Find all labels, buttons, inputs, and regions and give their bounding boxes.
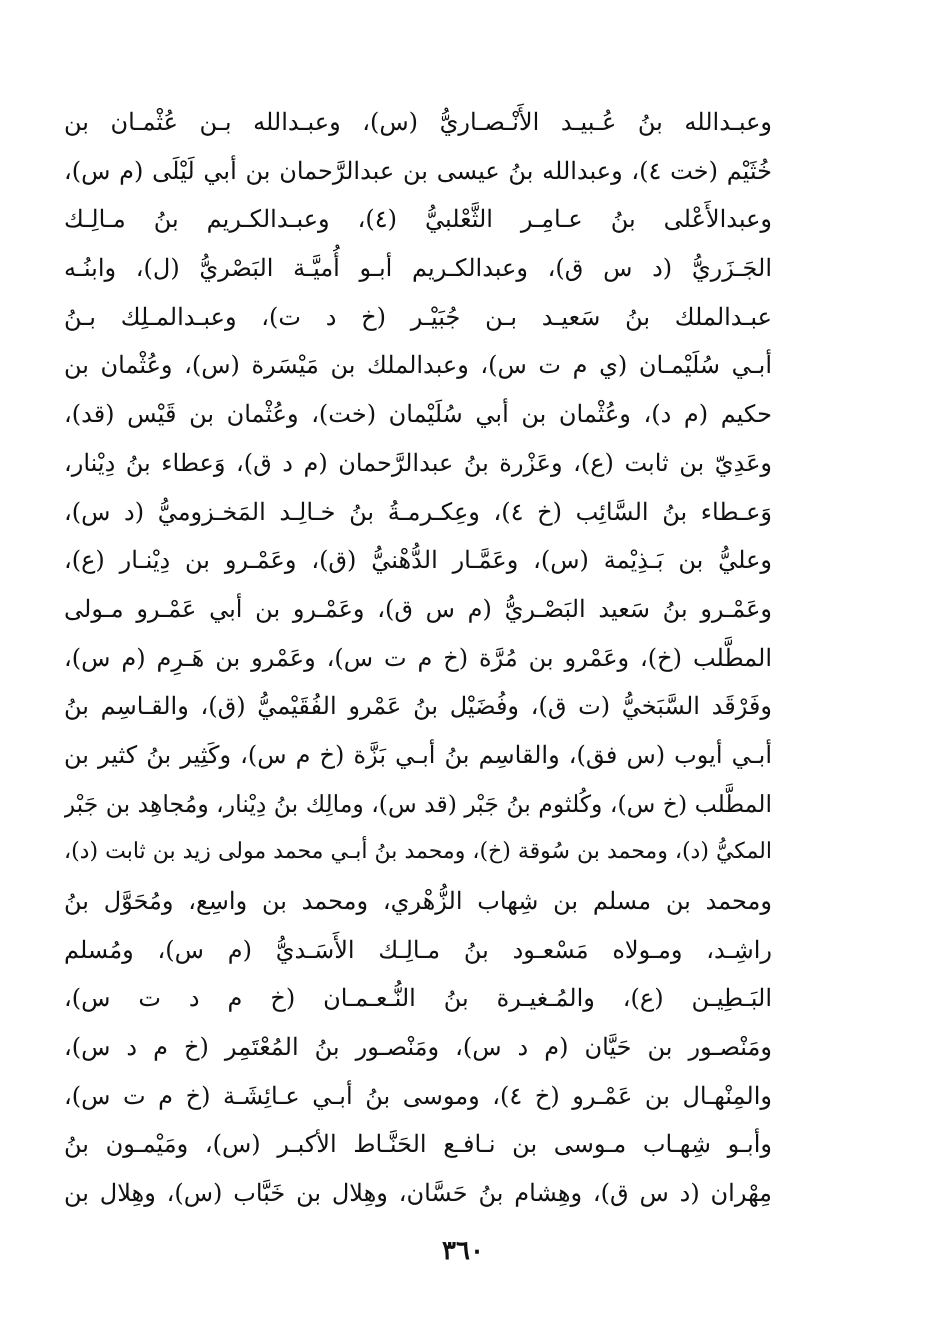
- text-line-14: أبـي أيوب (س فق)، والقاسِم بنُ أبـي بَزَّة (خ م س)، وكَثِير بنُ كثير بن: [64, 740, 772, 769]
- text-line-18: راشِـد، ومـولاه مَسْعـود بنُ مـالِـك الأَسَـديُّ (م س)، ومُسلم: [64, 935, 772, 964]
- text-line-3: وعبدالأَعْلى بنُ عـامِـر الثَّعْلبيُّ (٤)، وعبـدالكـريم بنُ مـالِـك: [64, 205, 772, 234]
- text-line-22: وأبـو شِهـاب مـوسى بن نـافـع الحَنَّـاط الأكبـر (س)، ومَيْمـون بنُ: [64, 1130, 772, 1159]
- text-line-16: المكيُّ (د)، ومحمد بن سُوقة (خ)، ومحمد بنُ أبـي محمد مولى زيد بن ثابت (د)،: [64, 839, 772, 865]
- text-line-23: مِهْران (د س ق)، وهِشام بنُ حَسَّان، وهِلال بن خَبَّاب (س)، وهِلال بن: [64, 1179, 772, 1208]
- body-text: [64, 98, 772, 1218]
- text-line-19: البَـطِيـن (ع)، والمُـغيـرة بنُ النُّـعـمـان (خ م د ت س)،: [64, 984, 772, 1013]
- text-line-1: وعبـدالله بنُ عُـبيـد الأَنْـصـاريُّ (س)، وعبـدالله بـن عُثْمـان بن: [64, 108, 772, 136]
- text-line-5: عبـدالملك بنُ سَعيـد بـن جُبَيْـر (خ د ت)، وعبـدالمـلِك بـنُ: [64, 302, 772, 331]
- text-line-15: المطَّلب (خ س)، وكُلثوم بنُ جَبْر (قد س)، ومالِك بنُ دِيْنار، ومُجاهِد بن جَبْر: [64, 789, 772, 818]
- text-line-21: والمِنْهـال بن عَمْـرو (خ ٤)، وموسى بنُ أبـي عـائِشَـة (خ م ت س)،: [64, 1081, 772, 1110]
- page-number: ٣٦٠: [442, 1236, 484, 1266]
- text-line-8: وعَدِيّ بن ثابت (ع)، وعَزْرة بنُ عبدالرَّحمان (م د ق)، وَعطاء بنُ دِيْنار،: [64, 448, 772, 477]
- text-line-4: الجَـزَريُّ (د س ق)، وعبدالكـريم أبـو أُميَّـة البَصْريُّ (ل)، وابنُـه: [64, 254, 772, 283]
- text-line-7: حكيم (م د)، وعُثْمان بن أبي سُلَيْمان (خت)، وعُثْمان بن قَيْس (قد)،: [64, 400, 772, 429]
- text-line-20: ومَنْصـور بن حَيَّان (م د س)، ومَنْصـور بنُ المُعْتَمِر (خ م د س)،: [64, 1033, 772, 1062]
- text-line-2: خُثَيْم (خت ٤)، وعبدالله بنُ عيسى بن عبدالرَّحمان بن أبي لَيْلَى (م س)،: [64, 156, 772, 185]
- text-line-12: المطَّلب (خ)، وعَمْرو بن مُرَّة (خ م ت س)، وعَمْرو بن هَـرِم (م س)،: [64, 643, 772, 672]
- text-line-11: وعَمْـرو بنُ سَعيد البَصْـريُّ (م س ق)، وعَمْـرو بن أبي عَمْـرو مـولى: [64, 594, 772, 623]
- text-line-13: وفَرْقَد السَّبَخيُّ (ت ق)، وفُضَيْل بنُ عَمْرو الفُقَيْميُّ (ق)، والقـاسِم بنُ: [64, 692, 772, 721]
- text-line-17: ومحمد بن مسلم بن شِهاب الزُّهْري، ومحمد بن واسِع، ومُحَوَّل بنُ: [64, 887, 772, 915]
- text-line-6: أبـي سُلَيْمـان (ي م ت س)، وعبدالملك بن مَيْسَرة (س)، وعُثْمان بن: [64, 351, 772, 380]
- text-line-9: وَعـطاء بنُ السَّائِب (خ ٤)، وعِكـرمـةُ بنُ خـالِـد المَخـزوميُّ (د س)،: [64, 497, 772, 526]
- text-line-10: وعليُّ بن بَـذِيْمة (س)، وعَمَّـار الدُّهْنيُّ (ق)، وعَمْـرو بن دِيْنـار (ع)،: [64, 546, 772, 575]
